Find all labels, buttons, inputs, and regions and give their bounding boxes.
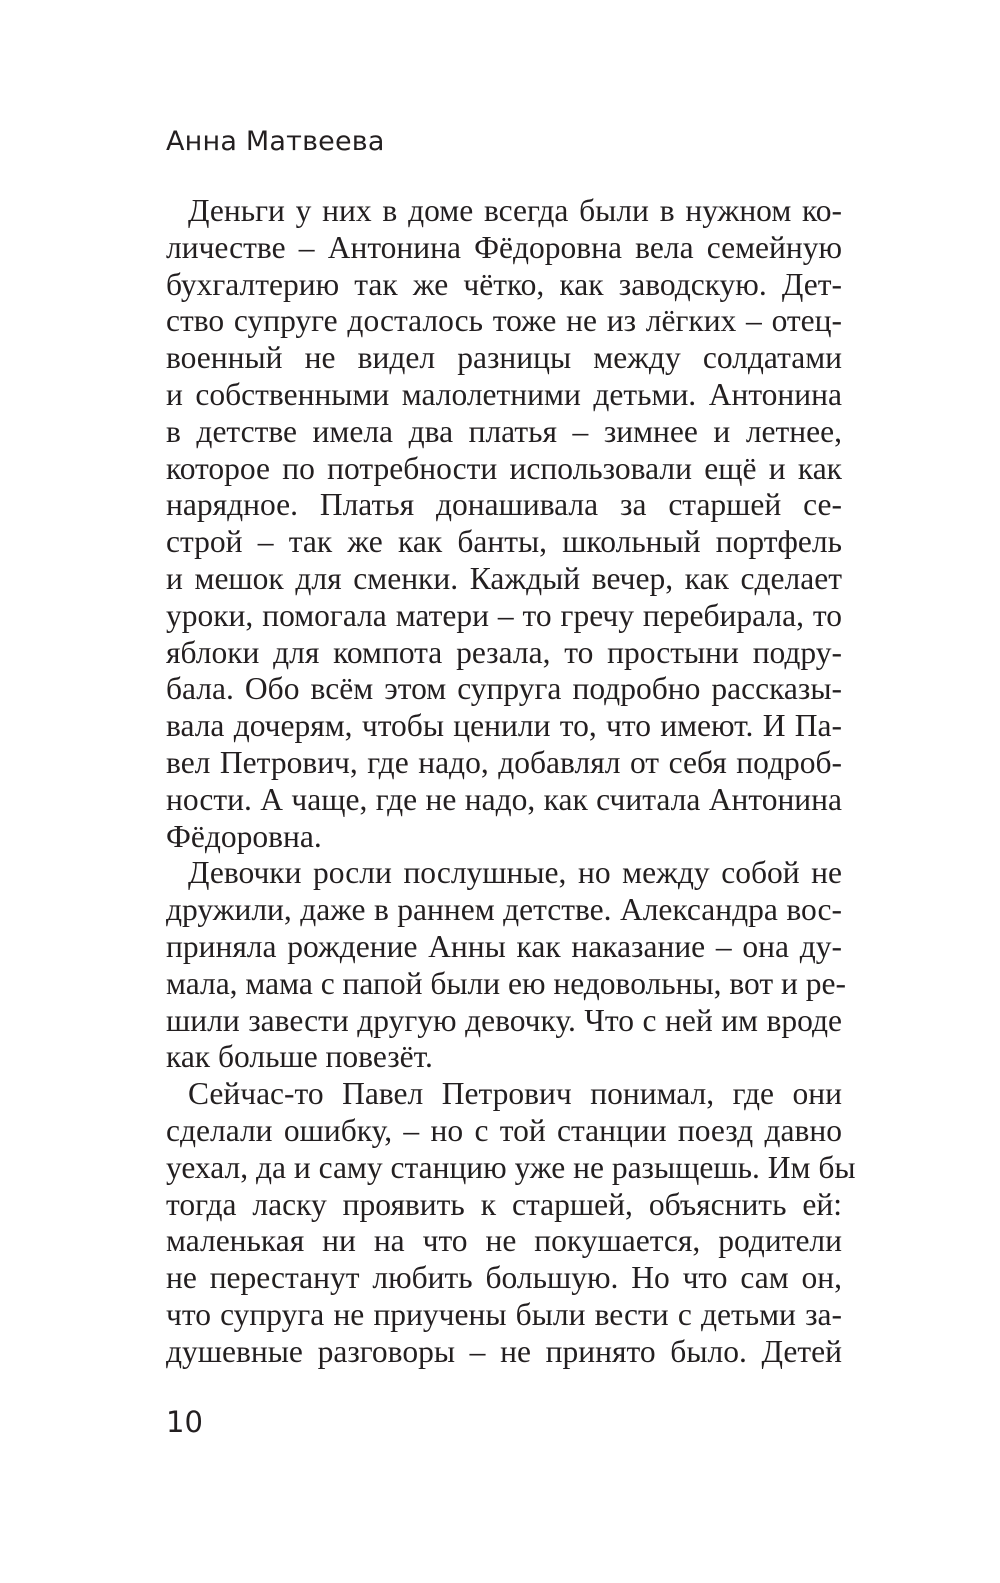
text-line: уроки, помогала матери – то гречу перебирала, то (166, 597, 842, 633)
text-line: Деньги у них в доме всегда были в нужном ко- (188, 193, 842, 228)
text-line: в детстве имела два платья – зимнее и летнее, (166, 413, 842, 449)
text-line: маленькая ни на что не покушается, родители (166, 1223, 842, 1259)
text-line: личестве – Антонина Фёдоровна вела семейную (166, 229, 842, 265)
text-line: нарядное. Платья донашивала за старшей се- (166, 487, 842, 523)
text-line: военный не видел разницы между солдатами (166, 340, 842, 376)
running-header-author: Анна Матвеева (166, 126, 385, 157)
text-line: Сейчас-то Павел Петрович понимал, где они (188, 1076, 842, 1112)
text-line: дружили, даже в раннем детстве. Александра вос- (166, 892, 842, 928)
text-line: ности. А чаще, где не надо, как считала Антонина (166, 781, 842, 817)
text-line: и мешок для сменки. Каждый вечер, как сделает (166, 560, 842, 596)
text-line: и собственными малолетними детьми. Антонина (166, 376, 842, 412)
text-line: бала. Обо всём этом супруга подробно рассказы- (166, 671, 842, 707)
text-line: как больше повезёт. (166, 1039, 433, 1075)
text-line: что супруга не приучены были вести с детьми за- (166, 1296, 842, 1332)
text-line: тогда ласку проявить к старшей, объяснить ей: (166, 1186, 842, 1222)
body-text (166, 193, 856, 1371)
text-line: уехал, да и саму станцию уже не разыщешь. Им бы (166, 1149, 856, 1185)
text-line: Фёдоровна. (166, 818, 322, 854)
text-line: сделали ошибку, – но с той станции поезд давно (166, 1112, 842, 1148)
text-line: Девочки росли послушные, но между собой не (188, 855, 842, 891)
text-line: строй – так же как банты, школьный портфель (166, 524, 842, 560)
text-line: не перестанут любить большую. Но что сам он, (166, 1260, 842, 1296)
text-line: приняла рождение Анны как наказание – она ду- (166, 928, 842, 964)
text-line: которое по потребности использовали ещё и как (166, 450, 842, 486)
page-number: 10 (166, 1405, 203, 1439)
text-line: бухгалтерию так же чётко, как заводскую. Дет- (166, 266, 842, 302)
text-line: яблоки для компота резала, то простыни подру- (166, 634, 842, 670)
text-line: шили завести другую девочку. Что с ней им вроде (166, 1002, 842, 1038)
text-line: ство супруге досталось тоже не из лёгких – отец- (166, 303, 842, 339)
text-line: вел Петрович, где надо, добавлял от себя подроб- (166, 744, 842, 780)
text-line: душевные разговоры – не принято было. Детей (166, 1333, 842, 1369)
text-line: вала дочерям, чтобы ценили то, что имеют. И Па- (166, 708, 842, 744)
text-line: мала, мама с папой были ею недовольны, вот и ре- (166, 965, 846, 1001)
